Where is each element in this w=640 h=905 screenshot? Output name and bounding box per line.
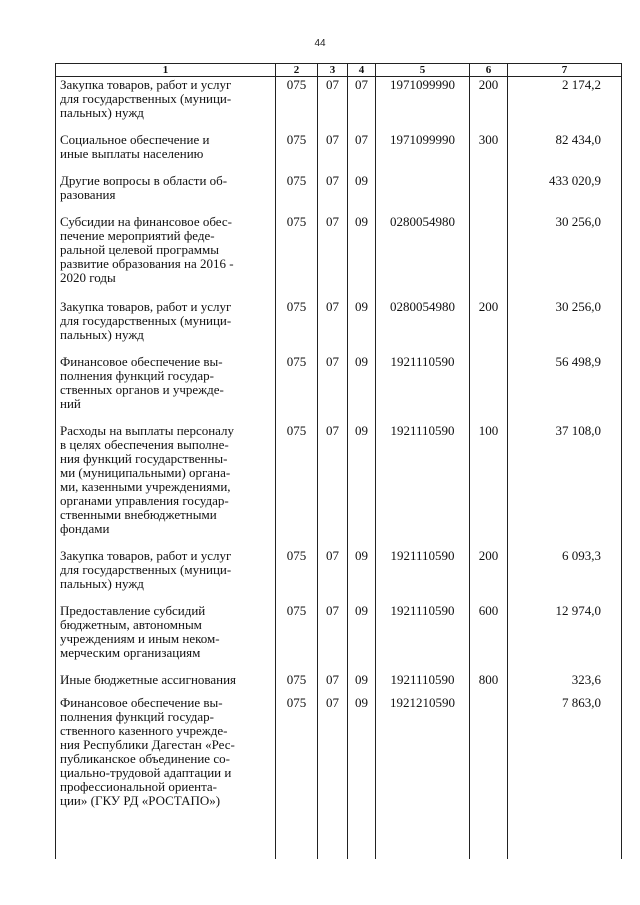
ministry-code: 075 — [276, 354, 318, 423]
header-col-3: 3 — [318, 64, 348, 77]
subsection-code: 09 — [348, 423, 376, 548]
row-description — [56, 603, 276, 672]
section-code: 07 — [318, 354, 348, 423]
description-line: ции» (ГКУ РД «РОСТАПО») — [60, 793, 221, 808]
subsection-code: 09 — [348, 695, 376, 818]
description-line: ственного казенного учрежде- — [60, 723, 228, 738]
target-article-code: 0280054980 — [376, 214, 470, 299]
description-line: для государственных (муници- — [60, 562, 232, 577]
budget-table — [55, 63, 622, 859]
expense-type-code — [470, 695, 508, 818]
description-line: Расходы на выплаты персоналу — [60, 423, 235, 438]
description-line: Другие вопросы в области об- — [60, 173, 228, 188]
row-description — [56, 548, 276, 603]
description-line: органами управления государ- — [60, 493, 229, 508]
section-code: 07 — [318, 77, 348, 133]
description-line: разования — [60, 187, 116, 202]
description-line: ния Республики Дагестан «Рес- — [60, 737, 235, 752]
ministry-code: 075 — [276, 603, 318, 672]
description-line: Финансовое обеспечение вы- — [60, 354, 223, 369]
target-article-code: 1971099990 — [376, 77, 470, 133]
ministry-code: 075 — [276, 672, 318, 695]
expense-type-code: 600 — [470, 603, 508, 672]
table-row — [56, 695, 622, 818]
subsection-code: 09 — [348, 354, 376, 423]
section-code: 07 — [318, 423, 348, 548]
section-code: 07 — [318, 672, 348, 695]
description-line: мерческим организациям — [60, 645, 201, 660]
subsection-code: 07 — [348, 77, 376, 133]
ministry-code: 075 — [276, 77, 318, 133]
header-col-2: 2 — [276, 64, 318, 77]
description-line: 2020 годы — [60, 270, 116, 285]
expense-type-code — [470, 354, 508, 423]
subsection-code: 09 — [348, 672, 376, 695]
table-row — [56, 548, 622, 603]
target-article-code: 1921110590 — [376, 603, 470, 672]
ministry-code: 075 — [276, 214, 318, 299]
header-col-6: 6 — [470, 64, 508, 77]
target-article-code: 1921110590 — [376, 548, 470, 603]
section-code: 07 — [318, 132, 348, 173]
ministry-code: 075 — [276, 132, 318, 173]
table-row — [56, 423, 622, 548]
amount-value: 30 256,0 — [508, 299, 622, 354]
row-description — [56, 695, 276, 818]
description-line: полнения функций государ- — [60, 709, 214, 724]
table-row — [56, 77, 622, 133]
section-code: 07 — [318, 603, 348, 672]
table-row — [56, 603, 622, 672]
table-row — [56, 672, 622, 695]
expense-type-code — [470, 173, 508, 214]
expense-type-code: 200 — [470, 548, 508, 603]
description-line: профессиональной ориента- — [60, 779, 218, 794]
description-line: печение мероприятий феде- — [60, 228, 215, 243]
header-col-4: 4 — [348, 64, 376, 77]
page-number: 44 — [314, 38, 326, 49]
section-code: 07 — [318, 548, 348, 603]
description-line: ственными внебюджетными — [60, 507, 217, 522]
target-article-code: 1971099990 — [376, 132, 470, 173]
description-line: пальных) нужд — [60, 576, 144, 591]
row-description — [56, 173, 276, 214]
description-line: полнения функций государ- — [60, 368, 214, 383]
description-line: ми (муниципальными) органа- — [60, 465, 231, 480]
description-line: Закупка товаров, работ и услуг — [60, 548, 232, 563]
row-description — [56, 299, 276, 354]
table-row — [56, 214, 622, 299]
expense-type-code: 800 — [470, 672, 508, 695]
amount-value: 433 020,9 — [508, 173, 622, 214]
header-col-5: 5 — [376, 64, 470, 77]
section-code: 07 — [318, 214, 348, 299]
target-article-code: 1921110590 — [376, 354, 470, 423]
description-line: бюджетным, автономным — [60, 617, 202, 632]
amount-value: 2 174,2 — [508, 77, 622, 133]
row-description — [56, 214, 276, 299]
ministry-code: 075 — [276, 173, 318, 214]
subsection-code: 09 — [348, 548, 376, 603]
subsection-code: 09 — [348, 603, 376, 672]
ministry-code: 075 — [276, 548, 318, 603]
description-line: Закупка товаров, работ и услуг — [60, 77, 232, 92]
section-code: 07 — [318, 173, 348, 214]
table-tail-spacer — [56, 818, 622, 859]
expense-type-code — [470, 214, 508, 299]
target-article-code — [376, 173, 470, 214]
empty-cell — [376, 818, 470, 859]
table-row — [56, 173, 622, 214]
description-line: иные выплаты населению — [60, 146, 204, 161]
expense-type-code: 200 — [470, 299, 508, 354]
description-line: развитие образования на 2016 - — [60, 256, 234, 271]
description-line: в целях обеспечения выполне- — [60, 437, 229, 452]
header-col-7: 7 — [508, 64, 622, 77]
amount-value: 30 256,0 — [508, 214, 622, 299]
ministry-code: 075 — [276, 299, 318, 354]
description-line: Иные бюджетные ассигнования — [60, 672, 237, 687]
description-line: фондами — [60, 521, 110, 536]
target-article-code: 0280054980 — [376, 299, 470, 354]
description-line: Закупка товаров, работ и услуг — [60, 299, 232, 314]
table-row — [56, 299, 622, 354]
description-line: для государственных (муници- — [60, 91, 232, 106]
amount-value: 56 498,9 — [508, 354, 622, 423]
table-row — [56, 354, 622, 423]
amount-value: 7 863,0 — [508, 695, 622, 818]
header-row — [56, 64, 622, 77]
row-description — [56, 672, 276, 695]
empty-cell — [470, 818, 508, 859]
amount-value: 37 108,0 — [508, 423, 622, 548]
subsection-code: 07 — [348, 132, 376, 173]
amount-value: 323,6 — [508, 672, 622, 695]
row-description — [56, 132, 276, 173]
target-article-code: 1921110590 — [376, 672, 470, 695]
description-line: Финансовое обеспечение вы- — [60, 695, 223, 710]
header-col-1: 1 — [56, 64, 276, 77]
description-line: ральной целевой программы — [60, 242, 219, 257]
description-line: ственных органов и учрежде- — [60, 382, 224, 397]
target-article-code: 1921210590 — [376, 695, 470, 818]
description-line: пальных) нужд — [60, 105, 144, 120]
row-description — [56, 354, 276, 423]
empty-cell — [318, 818, 348, 859]
amount-value: 82 434,0 — [508, 132, 622, 173]
ministry-code: 075 — [276, 695, 318, 818]
section-code: 07 — [318, 299, 348, 354]
section-code: 07 — [318, 695, 348, 818]
empty-cell — [56, 818, 276, 859]
subsection-code: 09 — [348, 173, 376, 214]
description-line: публиканское объединение со- — [60, 751, 230, 766]
row-description — [56, 77, 276, 133]
empty-cell — [276, 818, 318, 859]
description-line: для государственных (муници- — [60, 313, 232, 328]
subsection-code: 09 — [348, 299, 376, 354]
description-line: ний — [60, 396, 81, 411]
description-line: Социальное обеспечение и — [60, 132, 210, 147]
description-line: Субсидии на финансовое обес- — [60, 214, 232, 229]
description-line: ния функций государственны- — [60, 451, 228, 466]
amount-value: 12 974,0 — [508, 603, 622, 672]
description-line: циально-трудовой адаптации и — [60, 765, 232, 780]
table-row — [56, 132, 622, 173]
description-line: учреждениям и иным неком- — [60, 631, 220, 646]
expense-type-code: 200 — [470, 77, 508, 133]
target-article-code: 1921110590 — [376, 423, 470, 548]
row-description — [56, 423, 276, 548]
table-body — [56, 77, 622, 860]
description-line: Предоставление субсидий — [60, 603, 206, 618]
description-line: ми, казенными учреждениями, — [60, 479, 231, 494]
ministry-code: 075 — [276, 423, 318, 548]
subsection-code: 09 — [348, 214, 376, 299]
description-line: пальных) нужд — [60, 327, 144, 342]
empty-cell — [348, 818, 376, 859]
amount-value: 6 093,3 — [508, 548, 622, 603]
expense-type-code: 100 — [470, 423, 508, 548]
empty-cell — [508, 818, 622, 859]
expense-type-code: 300 — [470, 132, 508, 173]
